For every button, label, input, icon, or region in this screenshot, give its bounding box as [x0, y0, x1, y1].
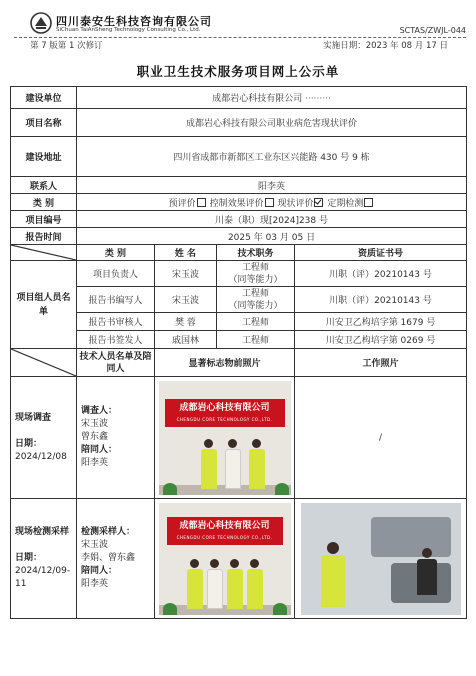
- checkbox[interactable]: [197, 198, 206, 207]
- option-pre-evaluation[interactable]: 预评价: [169, 199, 207, 209]
- staff-header-cert: 资质证书号: [295, 245, 467, 261]
- staff-role: 项目负责人: [77, 261, 155, 287]
- sampling-work-photo-cell: [295, 499, 467, 619]
- company-name-cn: 四川泰安生科技咨询有限公司: [56, 15, 212, 28]
- investigators-label: 调查人：: [81, 406, 118, 416]
- document-header: [0, 0, 476, 52]
- address-value: 四川省成都市新都区工业东区兴能路 430 号 9 栋: [77, 137, 467, 177]
- staff-title: 工程师: [217, 331, 295, 349]
- address-label: 建设地址: [11, 137, 77, 177]
- category-options: [77, 194, 467, 211]
- diagonal-cell: [11, 245, 77, 261]
- sampling-landmark-photo-cell: [155, 499, 295, 619]
- samplers-label: 检测采样人：: [81, 527, 136, 537]
- staff-title: 工程师 （同等能力）: [217, 287, 295, 313]
- option-status-evaluation[interactable]: 现状评价: [277, 199, 324, 209]
- survey-staff-cell: [77, 377, 155, 499]
- staff-header-title: 技术职务: [217, 245, 295, 261]
- sampling-date-label: 日期：: [15, 553, 43, 563]
- survey-date: 2024/12/08: [15, 451, 67, 462]
- unit-label: 建设单位: [11, 87, 77, 109]
- sampler-name: 李娟、曾东鑫: [81, 553, 136, 563]
- company-banner: 成都岩心科技有限公司 CHENGDU CORE TECHNOLOGY CO.,LTD.: [167, 517, 283, 545]
- sampling-date: 2024/12/09-11: [15, 566, 71, 589]
- category-label: 类 别: [11, 194, 77, 211]
- report-time-label: 报告时间: [11, 228, 77, 245]
- sampling-landmark-photo: [159, 503, 291, 615]
- evidence-header-staff: 技术人员名单及陪同人: [77, 349, 155, 377]
- survey-landmark-photo-cell: [155, 377, 295, 499]
- staff-role: 报告书编写人: [77, 287, 155, 313]
- survey-landmark-photo: [159, 381, 291, 495]
- header-divider: [14, 37, 466, 38]
- survey-work-photo-cell: /: [295, 377, 467, 499]
- staff-cert: 川安卫乙构培字第 1679 号: [295, 313, 467, 331]
- investigator-name: 宋玉波: [81, 419, 109, 429]
- staff-role: 报告书签发人: [77, 331, 155, 349]
- report-time-value: 2025 年 03 月 05 日: [77, 228, 467, 245]
- option-periodic-test[interactable]: 定期检测: [327, 199, 374, 209]
- checkbox-checked[interactable]: [314, 198, 323, 207]
- staff-header-name: 姓 名: [155, 245, 217, 261]
- staff-name: 宋玉波: [155, 261, 217, 287]
- staff-title: 工程师: [217, 313, 295, 331]
- sampling-work-photo: [301, 503, 461, 615]
- sampling-label-cell: [11, 499, 77, 619]
- version-info: 第 7 版第 1 次修订: [30, 41, 103, 51]
- implement-date: 实施日期：2023 年 08 月 17 日: [323, 41, 448, 51]
- project-name-label: 项目名称: [11, 109, 77, 137]
- staff-header-role: 类 别: [77, 245, 155, 261]
- investigator-name: 曾东鑫: [81, 432, 109, 442]
- evidence-header-work-photo: 工作照片: [295, 349, 467, 377]
- company-logo-icon: [30, 12, 52, 34]
- document-code: SCTAS/ZWJL-044: [399, 26, 466, 35]
- staff-name: 樊 蓉: [155, 313, 217, 331]
- checkbox[interactable]: [265, 198, 274, 207]
- staff-cert: 川安卫乙构培字第 0269 号: [295, 331, 467, 349]
- unit-value: 成都岩心科技有限公司 ·····: [77, 87, 467, 109]
- escort-label: 陪同人：: [81, 566, 118, 576]
- staff-group-label: 项目组人员名单: [11, 261, 77, 349]
- evidence-header-landmark-photo: 显著标志物前照片: [155, 349, 295, 377]
- option-control-effect[interactable]: 控制效果评价: [210, 199, 275, 209]
- page-title: 职业卫生技术服务项目网上公示单: [136, 64, 340, 79]
- survey-label: 现场调查: [15, 412, 52, 423]
- staff-role: 报告书审核人: [77, 313, 155, 331]
- staff-name: 戚国林: [155, 331, 217, 349]
- contact-label: 联系人: [11, 177, 77, 194]
- staff-cert: 川职（评）20210143 号: [295, 287, 467, 313]
- diagonal-cell: [11, 349, 77, 377]
- staff-title: 工程师 （同等能力）: [217, 261, 295, 287]
- escort-name: 阳李英: [81, 458, 109, 468]
- checkbox[interactable]: [364, 198, 373, 207]
- sampler-name: 宋玉波: [81, 540, 109, 550]
- staff-cert: 川职（评）20210143 号: [295, 261, 467, 287]
- contact-value: 阳李英: [77, 177, 467, 194]
- sampling-staff-cell: [77, 499, 155, 619]
- publicity-table: [10, 86, 467, 619]
- escort-label: 陪同人：: [81, 445, 118, 455]
- project-no-label: 项目编号: [11, 211, 77, 228]
- project-name-value: 成都岩心科技有限公司职业病危害现状评价: [77, 109, 467, 137]
- survey-date-label: 日期：: [15, 438, 43, 449]
- staff-name: 宋玉波: [155, 287, 217, 313]
- escort-name: 阳李英: [81, 579, 109, 589]
- survey-label-cell: [11, 377, 77, 499]
- company-name-en: SiChuan TaiAnSheng Technology Consulting Co., Ltd.: [56, 27, 201, 33]
- project-no-value: 川泰（职）现[2024]238 号: [77, 211, 467, 228]
- company-banner: 成都岩心科技有限公司 CHENGDU CORE TECHNOLOGY CO.,LTD.: [165, 399, 285, 427]
- sampling-label: 现场检测采样: [15, 527, 70, 537]
